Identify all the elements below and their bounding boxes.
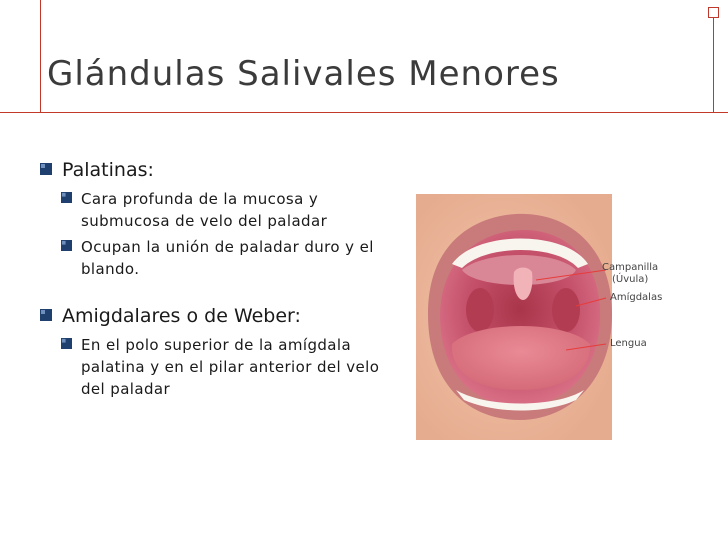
- sub-bullet-text: Cara profunda de la mucosa y submucosa de velo del paladar: [81, 190, 328, 230]
- bullet-amigdalares: [40, 304, 390, 328]
- right-tonsil: [552, 288, 580, 332]
- label-amigdalas: Amígdalas: [610, 292, 663, 303]
- label-lengua: Lengua: [610, 338, 647, 349]
- square-bullet-icon: [61, 338, 72, 349]
- sub-bullet: [61, 188, 390, 232]
- square-bullet-icon: [61, 192, 72, 203]
- sub-bullet: [61, 236, 390, 280]
- right-rule: [713, 18, 714, 112]
- square-bullet-icon: [61, 240, 72, 251]
- section-heading: Palatinas:: [62, 159, 154, 181]
- left-rule: [40, 0, 41, 112]
- sub-bullet-text: En el polo superior de la amígdala palatina y en el pilar anterior del velo del paladar: [81, 336, 380, 398]
- corner-decoration: [708, 7, 719, 18]
- title-divider: [0, 112, 728, 113]
- square-bullet-icon: [40, 163, 52, 175]
- section-heading: Amigdalares o de Weber:: [62, 305, 301, 327]
- mouth-anatomy-image: [416, 194, 680, 440]
- bullet-palatinas: [40, 158, 390, 182]
- sub-bullet-text: Ocupan la unión de paladar duro y el blando.: [81, 238, 374, 278]
- label-area: [612, 194, 680, 440]
- square-bullet-icon: [40, 309, 52, 321]
- left-tonsil: [466, 288, 494, 332]
- bullet-list: [40, 158, 390, 400]
- slide-title: Glándulas Salivales Menores: [47, 54, 560, 94]
- label-uvula: (Úvula): [612, 274, 649, 285]
- sub-bullet: [61, 334, 390, 400]
- label-campanilla: Campanilla: [602, 262, 659, 273]
